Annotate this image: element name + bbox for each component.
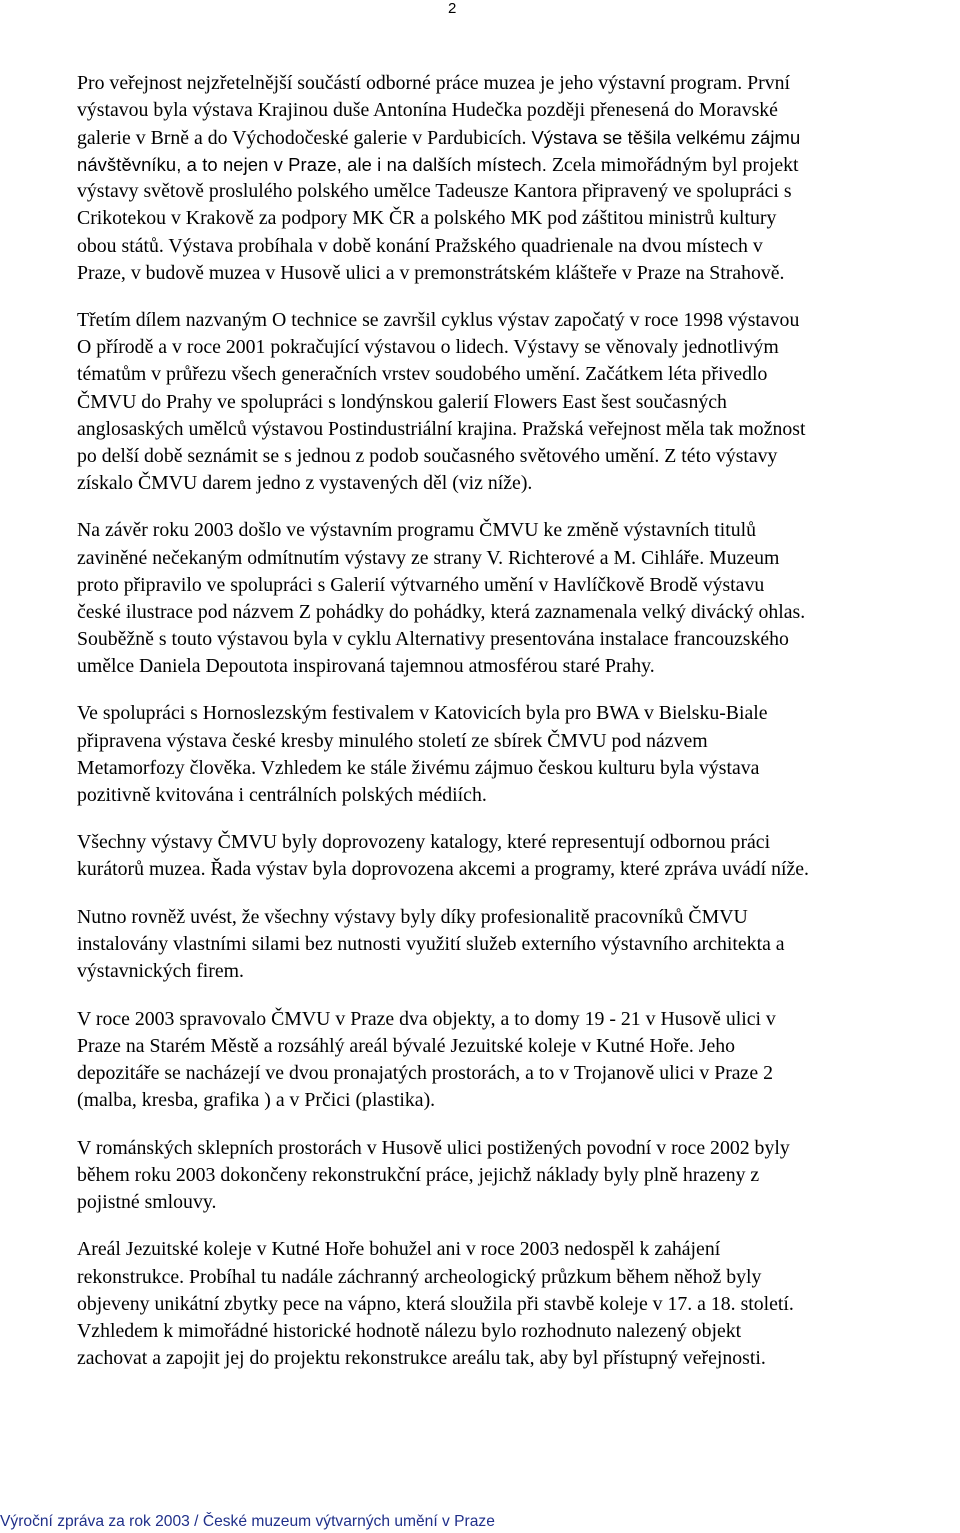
- text-segment: výstavnických firem.: [77, 960, 244, 983]
- paragraph: [77, 1135, 960, 1216]
- text-segment: Nutno rovněž uvést, že všechny výstavy byly díky profesionalitě pracovníků ČMVU: [77, 906, 748, 929]
- text-line: [77, 904, 960, 931]
- text-segment: Všechny výstavy ČMVU byly doprovozeny katalogy, které representují odbornou práci: [77, 831, 771, 854]
- text-segment: V románských sklepních prostorách v Husově ulici postižených povodní v roce 2002 byly: [77, 1136, 790, 1159]
- text-line: [77, 97, 960, 124]
- paragraph: [77, 829, 960, 883]
- text-line: [77, 124, 960, 151]
- text-segment: proto připravilo ve spolupráci s Galerií výtvarného umění v Havlíčkově Brodě výstavu: [77, 573, 765, 596]
- text-segment: ČMVU do Prahy ve spolupráci s londýnskou galerií Flowers East šest současných: [77, 390, 727, 413]
- text-segment: zaviněné nečekaným odmítnutím výstavy ze strany V. Richterové a M. Cihláře. Muzeum: [77, 546, 780, 569]
- text-line: [77, 572, 960, 599]
- text-line: [77, 1189, 960, 1216]
- text-line: [77, 1291, 960, 1318]
- text-line: [77, 70, 960, 97]
- text-segment: získalo ČMVU darem jedno z vystavených děl (viz níže).: [77, 471, 533, 494]
- text-line: [77, 728, 960, 755]
- text-line: [77, 958, 960, 985]
- paragraph: [77, 700, 960, 808]
- text-segment: Zcela mimořádným byl projekt: [546, 154, 799, 177]
- text-line: [77, 545, 960, 572]
- text-segment: kurátorů muzea. Řada výstav byla doprovozena akcemi a programy, které zpráva uvádí níže.: [77, 858, 809, 881]
- text-line: [77, 1345, 960, 1372]
- text-segment: výstavy světově proslulého polského umělce Tadeusze Kantora připravený ve spolupráci s: [77, 180, 792, 203]
- text-line: [77, 517, 960, 544]
- text-line: [77, 233, 960, 260]
- paragraph: [77, 307, 960, 497]
- text-line: [77, 1135, 960, 1162]
- text-segment: rekonstrukce. Probíhal tu nadále záchranný archeologický průzkum během něhož byly: [77, 1265, 762, 1288]
- text-segment: Ve spolupráci s Hornoslezským festivalem v Katovicích byla pro BWA v Bielsku-Biale: [77, 702, 768, 725]
- text-line: [77, 1264, 960, 1291]
- text-segment: Na závěr roku 2003 došlo ve výstavním programu ČMVU ke změně výstavních titulů: [77, 519, 757, 542]
- text-line: [77, 389, 960, 416]
- text-segment: připravena výstava české kresby minulého století ze sbírek ČMVU pod názvem: [77, 729, 708, 752]
- text-segment: depozitáře se nacházejí ve dvou pronajatých prostorách, a to v Trojanově ulici v Praze 2: [77, 1062, 773, 1084]
- text-line: [77, 470, 960, 497]
- text-line: [77, 443, 960, 470]
- text-line: [77, 260, 960, 287]
- paragraph: [77, 517, 960, 680]
- text-segment: Areál Jezuitské koleje v Kutné Hoře bohužel ani v roce 2003 nedospěl k zahájení: [77, 1238, 721, 1261]
- text-segment: anglosaských umělců výstavou Postindustriální krajina. Pražská veřejnost měla tak možnost: [77, 417, 806, 440]
- text-segment: tématům v průřezu všech generačních vrstev soudobého umění. Začátkem léta přivedlo: [77, 363, 768, 386]
- text-line: [77, 334, 960, 361]
- text-line: [77, 178, 960, 205]
- text-segment: Souběžně s touto výstavou byla v cyklu Alternativy presentována instalace francouzského: [77, 627, 789, 650]
- text-segment: instalovány vlastními silami bez nutnosti využití služeb externího výstavního architekta a: [77, 933, 785, 956]
- text-segment: Třetím dílem nazvaným O technice se završil cyklus výstav započatý v roce 1998 výstavou: [77, 309, 800, 332]
- text-line: [77, 856, 960, 883]
- text-line: [77, 599, 960, 626]
- page-number: 2: [448, 0, 457, 17]
- text-line: [77, 626, 960, 653]
- document-body: [77, 70, 960, 1372]
- text-segment: během roku 2003 dokončeny rekonstrukční práce, jejichž náklady byly plně hrazeny z: [77, 1163, 760, 1186]
- text-segment: galerie v Brně a do Východočeské galerie v Pardubicích.: [77, 127, 532, 150]
- text-segment: po delší době seznámit se s jednou z podob současného světového umění. Z této výstavy: [77, 444, 778, 467]
- paragraph: [77, 70, 960, 287]
- text-segment: (malba, kresba, grafika ) a v Prčici (plastika).: [77, 1089, 436, 1112]
- paragraph: [77, 1236, 960, 1371]
- text-segment: Výstava se těšila velkému zájmu: [531, 127, 801, 149]
- text-segment: Metamorfozy člověka. Vzhledem ke stále živému zájmuo českou kulturu byla výstava: [77, 756, 760, 779]
- text-segment: obou států. Výstava probíhala v době konání Pražského quadrienale na dvou místech v: [77, 234, 763, 257]
- text-segment: zachovat a zapojit jej do projektu rekonstrukce areálu tak, aby byl přístupný veřejnosti.: [77, 1346, 766, 1369]
- text-line: [77, 205, 960, 232]
- text-line: [77, 755, 960, 782]
- text-segment: výstavou byla výstava Krajinou duše Antonína Hudečka později přenesená do Moravské: [77, 99, 778, 122]
- text-segment: pozitivně kvitována i centrálních polských médiích.: [77, 783, 487, 806]
- paragraph: [77, 1006, 960, 1114]
- text-line: [77, 782, 960, 809]
- text-segment: objeveny unikátní zbytky pece na vápno, která sloužila při stavbě koleje v 17. a 18. století.: [77, 1292, 794, 1315]
- text-line: [77, 1236, 960, 1263]
- text-segment: Vzhledem k mimořádné historické hodnotě nálezu bylo rozhodnuto nalezený objekt: [77, 1319, 742, 1342]
- text-segment: V roce 2003 spravovalo ČMVU v Praze dva objekty, a to domy 19 - 21 v Husově ulici v: [77, 1007, 776, 1030]
- text-line: [77, 1033, 960, 1060]
- text-line: [77, 416, 960, 443]
- text-line: [77, 1318, 960, 1345]
- paragraph: [77, 904, 960, 985]
- footer-text: Výroční zpráva za rok 2003 / České muzeum výtvarných umění v Praze: [0, 1513, 495, 1530]
- text-segment: pojistné smlouvy.: [77, 1190, 217, 1213]
- text-line: [77, 1162, 960, 1189]
- text-segment: O přírodě a v roce 2001 pokračující výstavou o lidech. Výstavy se věnovaly jednotlivým: [77, 336, 779, 359]
- text-line: [77, 931, 960, 958]
- text-segment: české ilustrace pod názvem Z pohádky do pohádky, která zaznamenala velký divácký ohlas.: [77, 600, 806, 623]
- text-line: [77, 1087, 960, 1114]
- text-line: [77, 1006, 960, 1033]
- text-segment: umělce Daniela Depoutota inspirovaná tajemnou atmosférou staré Prahy.: [77, 654, 655, 677]
- text-segment: Praze na Starém Městě a rozsáhlý areál bývalé Jezuitské koleje v Kutné Hoře. Jeho: [77, 1034, 736, 1057]
- text-line: [77, 307, 960, 334]
- text-segment: návštěvníku, a to nejen v Praze, ale i na dalších místech.: [77, 154, 547, 176]
- text-line: [77, 653, 960, 680]
- text-line: [77, 151, 960, 178]
- text-segment: Crikotekou v Krakově za podpory MK ČR a polského MK pod záštitou ministrů kultury: [77, 207, 777, 230]
- text-line: [77, 829, 960, 856]
- text-segment: Pro veřejnost nejzřetelnější součástí odborné práce muzea je jeho výstavní program. První: [77, 72, 791, 94]
- text-line: [77, 700, 960, 727]
- text-line: [77, 361, 960, 388]
- text-line: [77, 1060, 960, 1087]
- text-segment: Praze, v budově muzea v Husově ulici a v premonstrátském klášteře v Praze na Strahově.: [77, 261, 785, 284]
